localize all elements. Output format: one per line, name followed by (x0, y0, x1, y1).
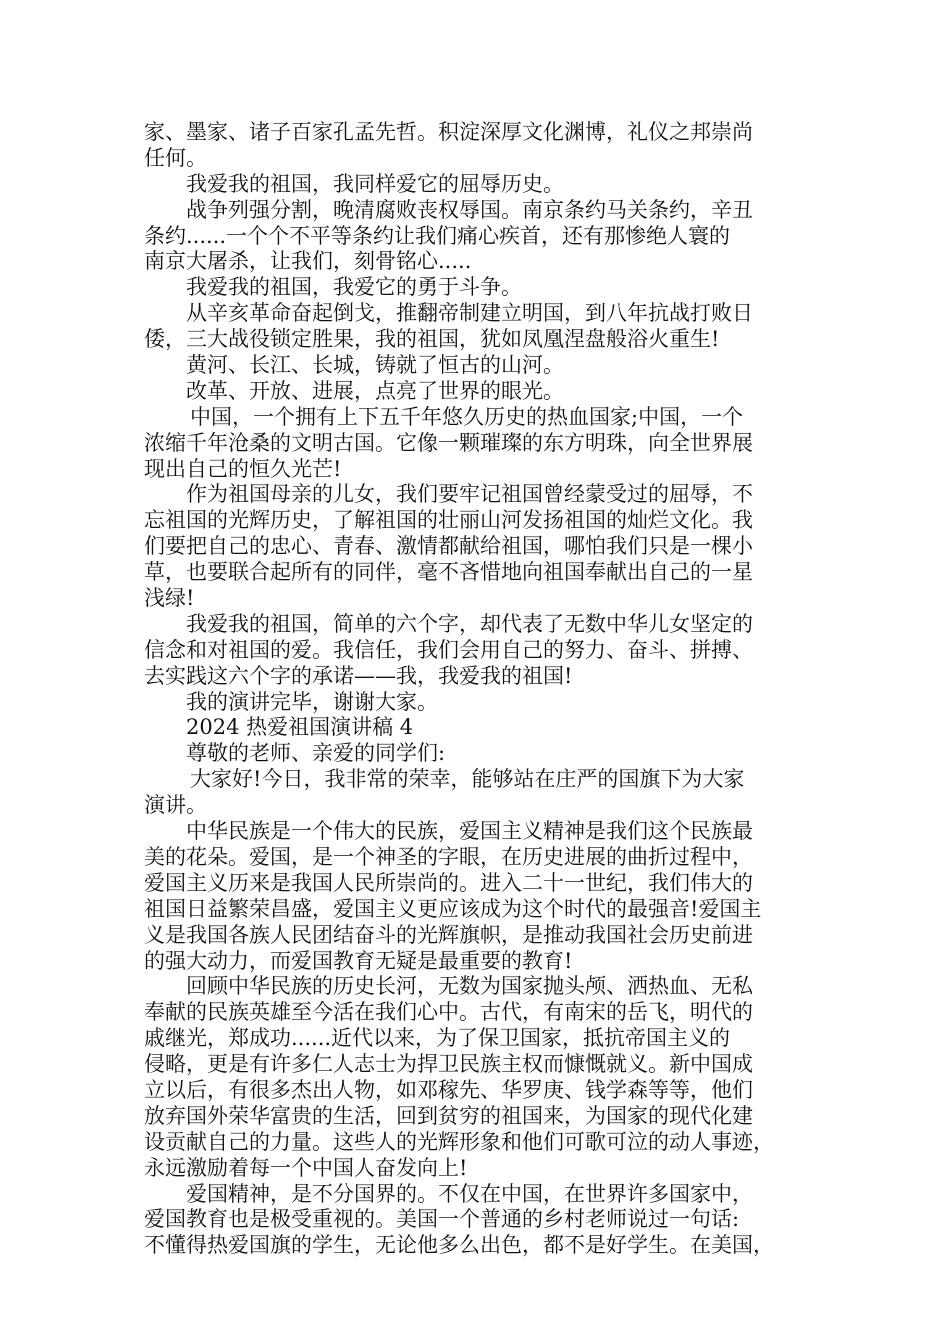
text-line: 中国，一个拥有上下五千年悠久历史的热血国家;中国，一个 (190, 404, 744, 429)
text-line: 中华民族是一个伟大的民族，爱国主义精神是我们这个民族最 (186, 819, 753, 844)
text-line: 回顾中华民族的历史长河，无数为国家抛头颅、洒热血、无私 (186, 974, 753, 999)
text-line: 倭，三大战役锁定胜果，我的祖国，犹如凤凰涅盘般浴火重生! (144, 327, 720, 352)
text-line: 改革、开放、进展，点亮了世界的眼光。 (186, 378, 564, 403)
text-line: 战争列强分割，晚清腐败丧权辱国。南京条约马关条约，辛丑 (186, 197, 753, 222)
text-line: 作为祖国母亲的儿女，我们要牢记祖国曾经蒙受过的屈辱，不 (186, 482, 753, 507)
text-line: 爱国主义历来是我国人民所崇尚的。进入二十一世纪，我们伟大的 (144, 870, 753, 895)
text-line: 黄河、长江、长城，铸就了恒古的山河。 (186, 353, 564, 378)
text-line: 草，也要联合起所有的同伴，毫不吝惜地向祖国奉献出自己的一星 (144, 560, 753, 585)
text-line: 去实践这六个字的承诺——我，我爱我的祖国! (144, 663, 573, 688)
text-line: 任何。 (144, 145, 207, 170)
text-line: 演讲。 (144, 793, 207, 818)
text-line: 我爱我的祖国，我爱它的勇于斗争。 (186, 275, 522, 300)
text-line: 戚继光，郑成功......近代以来，为了保卫国家，抵抗帝国主义的 (144, 1026, 731, 1051)
text-line: 祖国日益繁荣昌盛，爱国主义更应该成为这个时代的最强音!爱国主 (144, 896, 762, 921)
text-line: 不懂得热爱国旗的学生，无论他多么出色，都不是好学生。在美国， (144, 1233, 774, 1258)
text-line: 立以后，有很多杰出人物，如邓稼先、华罗庚、钱学森等等，他们 (144, 1077, 753, 1102)
text-line: 条约......一个个不平等条约让我们痛心疾首，还有那惨绝人寰的 (144, 223, 731, 248)
text-line: 浓缩千年沧桑的文明古国。它像一颗璀璨的东方明珠，向全世界展 (144, 430, 753, 455)
text-line: 尊敬的老师、亲爱的同学们: (186, 741, 446, 766)
text-line: 奉献的民族英雄至今活在我们心中。古代，有南宋的岳飞，明代的 (144, 1000, 753, 1025)
text-line: 信念和对祖国的爱。我信任，我们会用自己的努力、奋斗、拼搏、 (144, 637, 753, 662)
document-body (144, 120, 824, 1259)
text-line: 现出自己的恒久光芒! (144, 456, 342, 481)
text-line: 我的演讲完毕，谢谢大家。 (186, 689, 438, 714)
text-line: 我爱我的祖国，我同样爱它的屈辱历史。 (186, 171, 564, 196)
text-line: 从辛亥革命奋起倒戈，推翻帝制建立明国，到八年抗战打败日 (186, 301, 753, 326)
text-line: 家、墨家、诸子百家孔孟先哲。积淀深厚文化渊博，礼仪之邦崇尚 (144, 120, 753, 144)
text-line: 爱国精神，是不分国界的。不仅在中国，在世界许多国家中， (186, 1181, 753, 1206)
text-line: 南京大屠杀，让我们，刻骨铭心..... (144, 249, 472, 274)
text-line: 永远激励着每一个中国人奋发向上! (144, 1155, 468, 1180)
text-line: 浅绿! (144, 586, 195, 611)
text-line: 爱国教育也是极受重视的。美国一个普通的乡村老师说过一句话: (144, 1207, 740, 1232)
text-line: 的强大动力，而爱国教育无疑是最重要的教育! (144, 948, 573, 973)
text-line: 大家好!今日，我非常的荣幸，能够站在庄严的国旗下为大家 (190, 767, 745, 792)
text-line: 忘祖国的光辉历史，了解祖国的壮丽山河发扬祖国的灿烂文化。我 (144, 508, 753, 533)
text-line: 侵略，更是有许多仁人志士为捍卫民族主权而慷慨就义。新中国成 (144, 1052, 753, 1077)
text-line: 放弃国外荣华富贵的生活，回到贫穷的祖国来，为国家的现代化建 (144, 1103, 753, 1128)
section-heading: 2024 热爱祖国演讲稿 4 (186, 715, 414, 740)
text-line: 我爱我的祖国，简单的六个字，却代表了无数中华儿女坚定的 (186, 611, 753, 636)
text-line: 义是我国各族人民团结奋斗的光辉旗帜，是推动我国社会历史前进 (144, 922, 753, 947)
text-line: 美的花朵。爱国，是一个神圣的字眼，在历史进展的曲折过程中， (144, 844, 753, 869)
text-line: 们要把自己的忠心、青春、激情都献给祖国，哪怕我们只是一棵小 (144, 534, 753, 559)
text-line: 设贡献自己的力量。这些人的光辉形象和他们可歌可泣的动人事迹， (144, 1129, 774, 1154)
